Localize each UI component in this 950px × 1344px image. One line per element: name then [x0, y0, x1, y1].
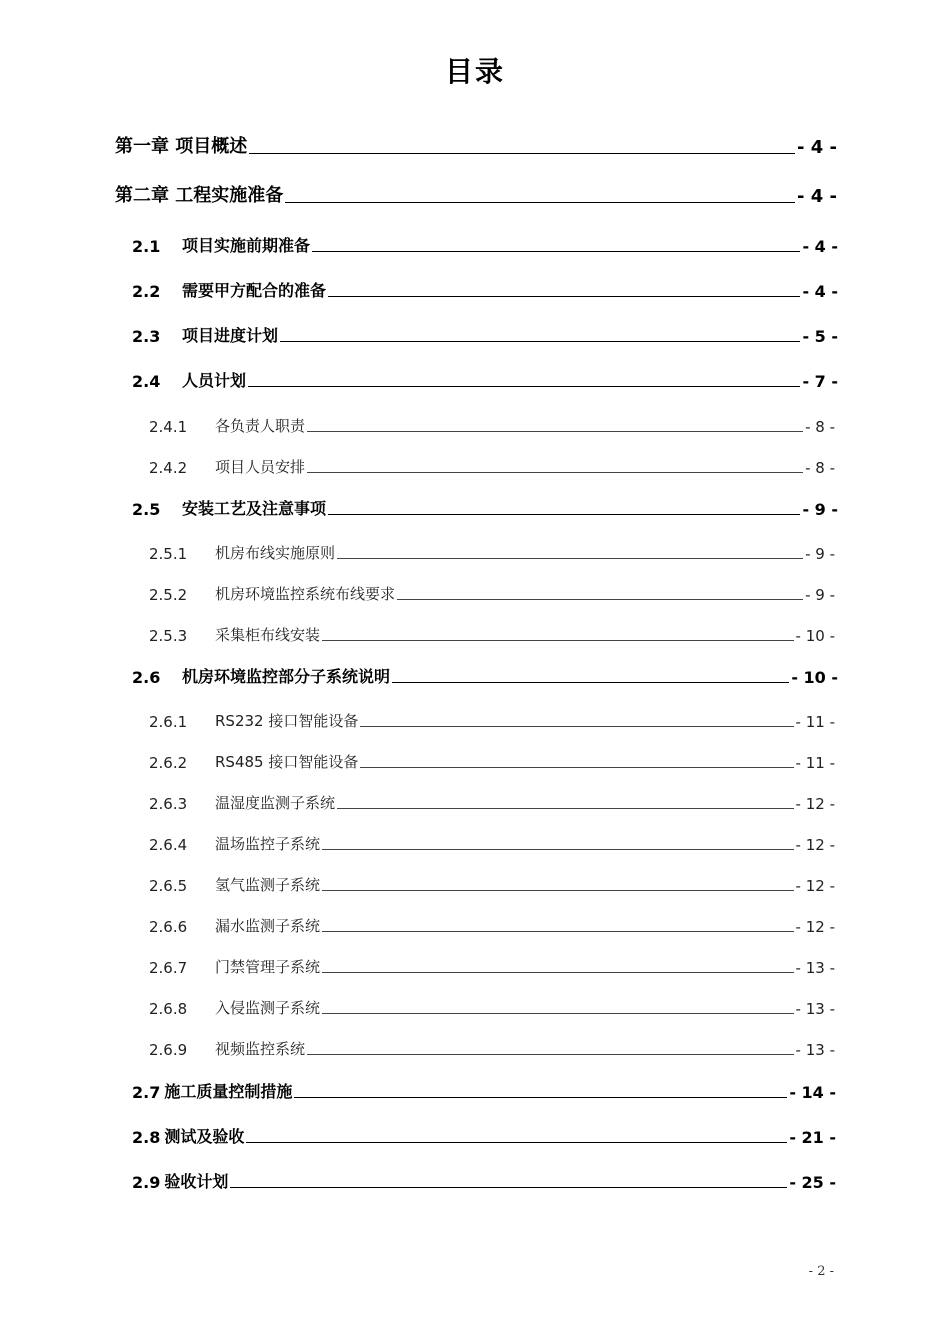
- toc-entry-2-5-1[interactable]: [149, 542, 835, 563]
- toc-entry-number: 2.5.1: [149, 545, 188, 563]
- toc-entry-2-6-8[interactable]: [149, 997, 835, 1018]
- toc-entry-page: - 4 -: [802, 282, 838, 301]
- toc-entry-chapter-2[interactable]: [115, 181, 837, 207]
- toc-leader: [322, 889, 794, 891]
- toc-entry-2-4-1[interactable]: [149, 415, 835, 436]
- toc-entry-label: 各负责人职责: [215, 417, 306, 435]
- toc-entry-label: 采集柜布线安装: [215, 626, 321, 644]
- toc-leader: [360, 766, 793, 768]
- toc-entry-page: - 12 -: [795, 836, 835, 854]
- toc-entry-2-5-2[interactable]: [149, 583, 835, 604]
- toc-entry-label: 第二章 工程实施准备: [115, 185, 284, 206]
- toc-entry-number: 2.1: [132, 237, 161, 256]
- toc-entry-page: - 25 -: [789, 1173, 836, 1192]
- toc-entry-label: 视频监控系统: [215, 1040, 306, 1058]
- toc-entry-2-9[interactable]: [132, 1169, 836, 1192]
- toc-entry-page: - 14 -: [789, 1083, 836, 1102]
- toc-entry-number: 2.9: [132, 1173, 161, 1192]
- toc-entry-2-6-7[interactable]: [149, 956, 835, 977]
- toc-leader: [285, 201, 795, 203]
- toc-entry-number: 2.4.2: [149, 459, 188, 477]
- toc-entry-2-5[interactable]: [132, 496, 838, 519]
- toc-leader: [337, 807, 794, 809]
- toc-entry-number: 2.3: [132, 327, 161, 346]
- toc-leader: [294, 1096, 787, 1098]
- toc-leader: [249, 152, 795, 154]
- toc-entry-page: - 4 -: [797, 137, 837, 158]
- toc-entry-label: 机房环境监控部分子系统说明: [182, 667, 391, 686]
- toc-leader: [312, 250, 800, 252]
- toc-title: 目录: [444, 55, 505, 88]
- toc-entry-label: 测试及验收: [164, 1127, 245, 1146]
- toc-entry-number: 2.8: [132, 1128, 161, 1147]
- toc-entry-page: - 8 -: [805, 418, 835, 436]
- toc-leader: [322, 971, 794, 973]
- toc-leader: [307, 471, 803, 473]
- toc-entry-label: 验收计划: [164, 1172, 229, 1191]
- toc-entry-number: 2.4.1: [149, 418, 188, 436]
- toc-entry-page: - 4 -: [802, 237, 838, 256]
- toc-entry-2-5-3[interactable]: [149, 624, 835, 645]
- toc-entry-label: 项目实施前期准备: [182, 236, 311, 255]
- toc-leader: [322, 1012, 794, 1014]
- toc-entry-label: 氢气监测子系统: [215, 876, 321, 894]
- toc-leader: [307, 1053, 794, 1055]
- toc-entry-label: 人员计划: [182, 371, 247, 390]
- toc-entry-2-6-9[interactable]: [149, 1038, 835, 1059]
- toc-leader: [397, 598, 803, 600]
- toc-entry-2-1[interactable]: [132, 233, 838, 256]
- toc-entry-label: 需要甲方配合的准备: [182, 281, 327, 300]
- toc-entry-label: 入侵监测子系统: [215, 999, 321, 1017]
- toc-leader: [328, 295, 800, 297]
- toc-entry-page: - 9 -: [805, 545, 835, 563]
- toc-entry-page: - 21 -: [789, 1128, 836, 1147]
- toc-entry-2-6-3[interactable]: [149, 792, 835, 813]
- toc-entry-number: 2.6.7: [149, 959, 188, 977]
- toc-entry-label: 项目人员安排: [215, 458, 306, 476]
- toc-entry-2-6-5[interactable]: [149, 874, 835, 895]
- toc-entry-label: 漏水监测子系统: [215, 917, 321, 935]
- toc-leader: [322, 639, 794, 641]
- toc-leader: [392, 681, 789, 683]
- toc-entry-2-8[interactable]: [132, 1124, 836, 1147]
- toc-entry-page: - 12 -: [795, 918, 835, 936]
- toc-entry-number: 2.4: [132, 372, 161, 391]
- toc-entry-page: - 11 -: [795, 754, 835, 772]
- toc-entry-page: - 8 -: [805, 459, 835, 477]
- page-number: - 2 -: [808, 1264, 834, 1279]
- toc-leader: [328, 513, 800, 515]
- toc-entry-label: 项目进度计划: [182, 326, 279, 345]
- toc-entry-number: 2.6.2: [149, 754, 188, 772]
- toc-entry-2-6-2[interactable]: [149, 751, 835, 772]
- toc-entry-page: - 12 -: [795, 877, 835, 895]
- toc-entry-number: 2.5: [132, 500, 161, 519]
- toc-entry-page: - 13 -: [795, 1000, 835, 1018]
- toc-entry-2-6-4[interactable]: [149, 833, 835, 854]
- toc-entry-2-4-2[interactable]: [149, 456, 835, 477]
- toc-entry-2-2[interactable]: [132, 278, 838, 301]
- toc-entry-chapter-1[interactable]: [115, 132, 837, 158]
- toc-entry-number: 2.6.5: [149, 877, 188, 895]
- toc-leader: [248, 385, 800, 387]
- toc-entry-number: 2.6.6: [149, 918, 188, 936]
- toc-entry-2-4[interactable]: [132, 368, 838, 391]
- toc-entry-label: RS485 接口智能设备: [215, 753, 359, 771]
- toc-entry-number: 2.6.3: [149, 795, 188, 813]
- toc-entry-number: 2.6.8: [149, 1000, 188, 1018]
- toc-leader: [230, 1186, 787, 1188]
- toc-entry-number: 2.6.1: [149, 713, 188, 731]
- toc-leader: [280, 340, 800, 342]
- toc-entry-page: - 4 -: [797, 186, 837, 207]
- toc-entry-2-6[interactable]: [132, 664, 838, 687]
- toc-entry-page: - 9 -: [805, 586, 835, 604]
- toc-entry-page: - 9 -: [802, 500, 838, 519]
- toc-entry-2-7[interactable]: [132, 1079, 836, 1102]
- toc-leader: [322, 848, 794, 850]
- toc-entry-number: 2.2: [132, 282, 161, 301]
- toc-entry-page: - 7 -: [802, 372, 838, 391]
- toc-entry-2-6-1[interactable]: [149, 710, 835, 731]
- toc-entry-page: - 11 -: [795, 713, 835, 731]
- toc-entry-label: 温湿度监测子系统: [215, 794, 336, 812]
- toc-entry-number: 2.7: [132, 1083, 161, 1102]
- toc-entry-number: 2.6: [132, 668, 161, 687]
- toc-entry-number: 2.5.3: [149, 627, 188, 645]
- toc-leader: [337, 557, 803, 559]
- toc-leader: [360, 725, 793, 727]
- toc-entry-number: 2.5.2: [149, 586, 188, 604]
- toc-entry-2-3[interactable]: [132, 323, 838, 346]
- toc-entry-page: - 12 -: [795, 795, 835, 813]
- toc-entry-2-6-6[interactable]: [149, 915, 835, 936]
- toc-leader: [322, 930, 794, 932]
- toc-leader: [246, 1141, 787, 1143]
- toc-entry-label: 温场监控子系统: [215, 835, 321, 853]
- toc-entry-number: 2.6.4: [149, 836, 188, 854]
- toc-entry-number: 2.6.9: [149, 1041, 188, 1059]
- toc-entry-label: RS232 接口智能设备: [215, 712, 359, 730]
- toc-entry-label: 安装工艺及注意事项: [182, 499, 327, 518]
- toc-entry-label: 机房布线实施原则: [215, 544, 336, 562]
- toc-entry-page: - 5 -: [802, 327, 838, 346]
- toc-entry-page: - 13 -: [795, 959, 835, 977]
- toc-entry-label: 机房环境监控系统布线要求: [215, 585, 396, 603]
- toc-entry-label: 门禁管理子系统: [215, 958, 321, 976]
- toc-entry-label: 第一章 项目概述: [115, 136, 248, 157]
- toc-entry-page: - 10 -: [791, 668, 838, 687]
- toc-entry-page: - 13 -: [795, 1041, 835, 1059]
- toc-leader: [307, 430, 803, 432]
- toc-entry-page: - 10 -: [795, 627, 835, 645]
- toc-entry-label: 施工质量控制措施: [164, 1082, 293, 1101]
